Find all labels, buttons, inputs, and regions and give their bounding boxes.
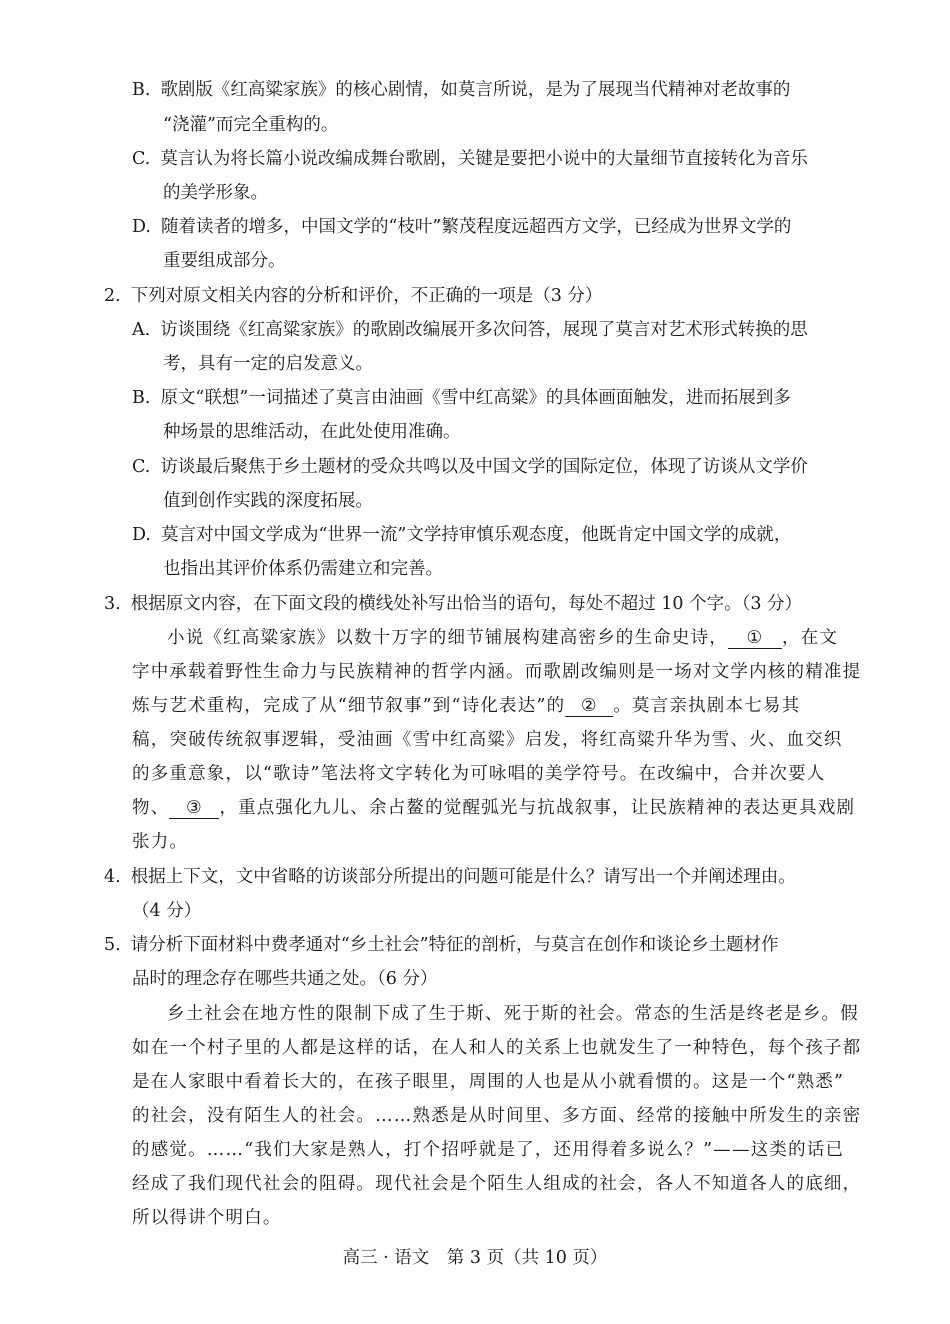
page-footer: 高三 · 语文 第 3 页（共 10 页） <box>342 1248 608 1268</box>
q2-option-c <box>0 455 950 479</box>
fill-blank-1[interactable]: ① <box>728 628 782 649</box>
q5-material-line-7: 所以得讲个明白。 <box>132 1208 282 1228</box>
question-text: 请分析下面材料中费孝通对“乡土社会”特征的剖析，与莫言在创作和谈论乡土题材作 <box>130 935 779 955</box>
q2-option-a-cont: 考，具有一定的启发意义。 <box>163 354 373 374</box>
q5-material-line-4: 的社会，没有陌生人的社会。……熟悉是从时间里、多方面、经常的接触中所发生的亲密 <box>132 1106 862 1126</box>
q1-option-d-cont: 重要组成部分。 <box>163 251 286 271</box>
option-text: 访谈最后聚焦于乡土题材的受众共鸣以及中国文学的国际定位，体现了访谈从文学价 <box>160 457 808 477</box>
q5-material-line-2: 如在一个村子里的人都是这样的话，在人和人的关系上也就发生了一种特色，每个孩子都 <box>132 1038 862 1058</box>
passage-text: ，重点强化九儿、余占鳌的觉醒弧光与抗战叙事，让民族精神的表达更具戏剧 <box>219 798 856 818</box>
passage-text: ，在文 <box>782 628 839 648</box>
option-text: 随着读者的增多，中国文学的“枝叶”繁茂程度远超西方文学，已经成为世界文学的 <box>160 217 792 237</box>
q5-material-line-5: 的感觉。……“我们大家是熟人，打个招呼就是了，还用得着多说么？”——这类的话已 <box>132 1140 845 1160</box>
question-text: 根据原文内容，在下面文段的横线处补写出恰当的语句，每处不超过 10 个字。（3 分） <box>130 594 803 614</box>
q2-option-d <box>0 523 950 547</box>
question-number: 5. <box>104 935 121 955</box>
option-letter: B. <box>132 388 151 408</box>
passage-text: 小说《红高粱家族》以数十万字的细节铺展构建高密乡的生命史诗， <box>167 628 728 648</box>
passage-text: 。莫言亲执剧本七易其 <box>613 696 801 716</box>
question-text: 下列对原文相关内容的分析和评价，不正确的一项是（3 分） <box>130 286 603 306</box>
option-text: 莫言对中国文学成为“世界一流”文学持审慎乐观态度，他既肯定中国文学的成就， <box>160 525 792 545</box>
q2-stem <box>0 284 950 308</box>
option-letter: C. <box>132 149 151 169</box>
option-letter: C. <box>132 457 151 477</box>
passage-text: 物、 <box>132 798 170 818</box>
fill-blank-2[interactable]: ② <box>565 696 613 717</box>
q5-stem-cont: 品时的理念存在哪些共通之处。（6 分） <box>132 969 438 989</box>
option-text: 莫言认为将长篇小说改编成舞台歌剧，关键是要把小说中的大量细节直接转化为音乐 <box>160 149 808 169</box>
q1-option-c-cont: 的美学形象。 <box>163 183 268 203</box>
q2-option-b <box>0 386 950 410</box>
question-number: 4. <box>104 867 121 887</box>
q3-passage-line-2: 字中承载着野性生命力与民族精神的哲学内涵。而歌剧改编则是一场对文学内核的精准提 <box>132 662 862 682</box>
option-text: 访谈围绕《红高粱家族》的歌剧改编展开多次问答，展现了莫言对艺术形式转换的思 <box>160 320 808 340</box>
passage-text: 炼与艺术重构，完成了从“细节叙事”到“诗化表达”的 <box>132 696 566 716</box>
question-number: 3. <box>104 594 121 614</box>
q1-option-c <box>0 147 950 171</box>
option-letter: A. <box>132 320 151 340</box>
q2-option-a <box>0 318 950 342</box>
q3-passage-line-4: 稿，突破传统叙事逻辑，受油画《雪中红高粱》启发，将红高粱升华为雪、火、血交织 <box>132 730 843 750</box>
option-text: 歌剧版《红高粱家族》的核心剧情，如莫言所说，是为了展现当代精神对老故事的 <box>160 80 791 100</box>
q1-option-b <box>0 78 950 102</box>
q3-passage-line-3 <box>0 694 950 718</box>
q3-passage-line-6 <box>0 796 950 820</box>
q5-material-line-1: 乡土社会在地方性的限制下成了生于斯、死于斯的社会。常态的生活是终老是乡。假 <box>167 1004 859 1024</box>
option-text: 原文“联想”一词描述了莫言由油画《雪中红高粱》的具体画面触发，进而拓展到多 <box>160 388 791 408</box>
q4-stem-cont: （4 分） <box>132 901 202 921</box>
option-letter: D. <box>132 525 151 545</box>
fill-blank-3[interactable]: ③ <box>169 798 219 819</box>
q1-option-d <box>0 215 950 239</box>
question-text: 根据上下文，文中省略的访谈部分所提出的问题可能是什么？请写出一个并阐述理由。 <box>130 867 796 887</box>
q5-material-line-3: 是在人家眼中看着长大的，在孩子眼里，周围的人也是从小就看惯的。这是一个“熟悉” <box>132 1072 845 1092</box>
q2-option-d-cont: 也指出其评价体系仍需建立和完善。 <box>163 559 443 579</box>
q2-option-c-cont: 值到创作实践的深度拓展。 <box>163 491 373 511</box>
q3-stem <box>0 592 950 616</box>
q4-stem <box>0 865 950 889</box>
option-letter: D. <box>132 217 151 237</box>
option-letter: B. <box>132 80 151 100</box>
question-number: 2. <box>104 286 121 306</box>
q1-option-b-cont: “浇灌”而完全重构的。 <box>163 115 339 135</box>
q3-passage-line-5: 的多重意象，以“歌诗”笔法将文字转化为可咏唱的美学符号。在改编中，合并次要人 <box>132 764 826 784</box>
q5-stem <box>0 933 950 957</box>
q5-material-line-6: 经成了我们现代社会的阻碍。现代社会是个陌生人组成的社会，各人不知道各人的底细， <box>132 1174 862 1194</box>
q3-passage-line-7: 张力。 <box>132 832 189 852</box>
q2-option-b-cont: 种场景的思维活动，在此处使用准确。 <box>163 422 461 442</box>
q3-passage-line-1 <box>0 626 950 650</box>
